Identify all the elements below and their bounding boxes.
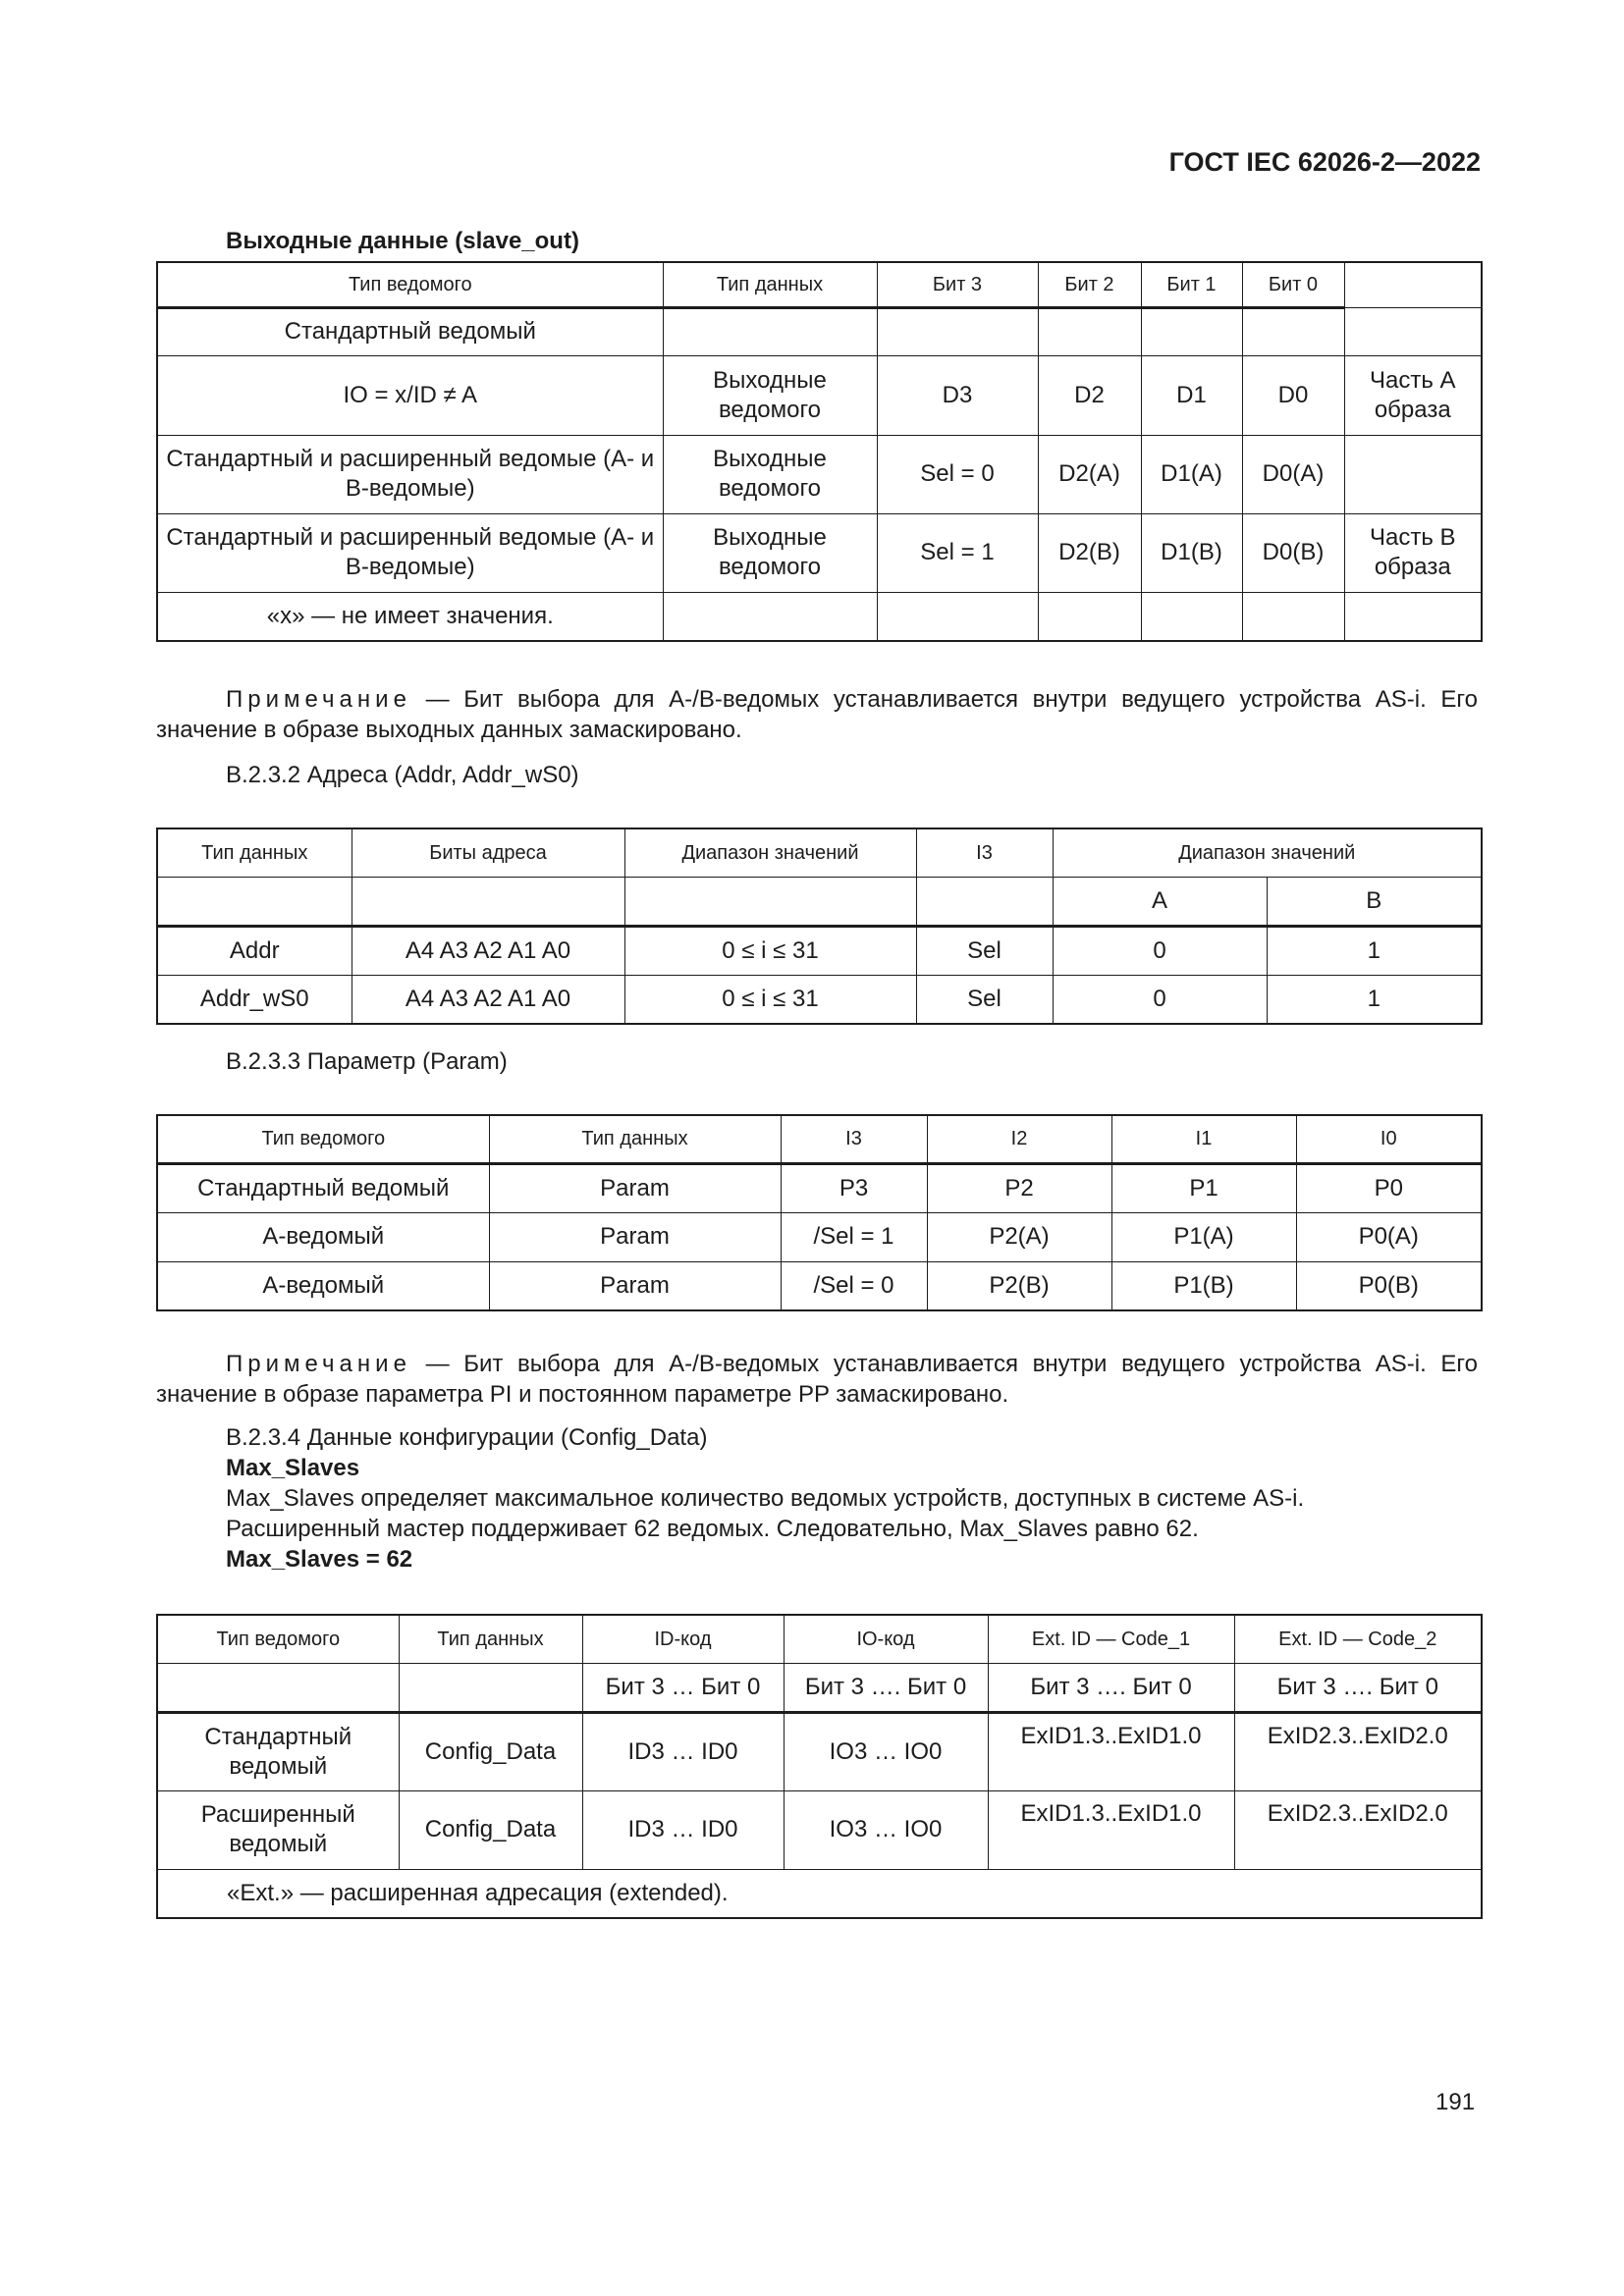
header-cell: Бит 3 xyxy=(877,262,1038,307)
table-cell: Стандартный ведомый xyxy=(157,1163,489,1212)
max-slaves-value: Max_Slaves = 62 xyxy=(226,1546,413,1573)
table-cell xyxy=(1242,307,1344,355)
table-row xyxy=(157,926,1482,975)
table-cell: IO = x/ID ≠ A xyxy=(157,355,663,435)
table-cell: A4 A3 A2 A1 A0 xyxy=(352,926,624,975)
table-cell: А-ведомый xyxy=(157,1212,489,1261)
table-row xyxy=(157,307,1482,355)
max-slaves-heading: Max_Slaves xyxy=(226,1455,360,1481)
table-cell: Sel = 1 xyxy=(877,513,1038,592)
table-cell: 0 ≤ i ≤ 31 xyxy=(624,975,916,1024)
table-cell: Расширенный ведомый xyxy=(157,1790,399,1869)
table-row xyxy=(157,975,1482,1024)
table-cell: 0 xyxy=(1053,975,1267,1024)
slave-out-table xyxy=(156,261,1483,642)
table-row xyxy=(157,513,1482,592)
table-row xyxy=(157,1212,1482,1261)
table-cell: Config_Data xyxy=(399,1712,582,1790)
table-cell: Addr xyxy=(157,926,352,975)
table-row xyxy=(157,1163,1482,1212)
subheader-cell: Бит 3 …. Бит 0 xyxy=(784,1663,988,1712)
header-cell: Бит 1 xyxy=(1141,262,1242,307)
table-cell: P1(A) xyxy=(1111,1212,1296,1261)
table-cell: IO3 … IO0 xyxy=(784,1712,988,1790)
header-cell: ID-код xyxy=(582,1615,784,1663)
header-cell: I1 xyxy=(1111,1115,1296,1163)
table-cell: D1(A) xyxy=(1141,435,1242,513)
table-cell: D1(B) xyxy=(1141,513,1242,592)
table-cell: P1(B) xyxy=(1111,1261,1296,1310)
table-row xyxy=(157,1261,1482,1310)
table-cell: P2(B) xyxy=(927,1261,1111,1310)
table-cell: P2(A) xyxy=(927,1212,1111,1261)
subheader-cell xyxy=(399,1663,582,1712)
table-footnote: «х» — не имеет значения. xyxy=(157,592,663,641)
header-cell: Диапазон значений xyxy=(624,828,916,877)
param-table xyxy=(156,1114,1483,1311)
table-cell: Выходные ведомого xyxy=(663,355,877,435)
table-cell: Стандартный ведомый xyxy=(157,1712,399,1790)
header-cell: Тип ведомого xyxy=(157,1615,399,1663)
table-cell: 1 xyxy=(1267,926,1482,975)
table-cell: А-ведомый xyxy=(157,1261,489,1310)
page-number: 191 xyxy=(1435,2089,1476,2115)
config-table xyxy=(156,1614,1483,1919)
header-cell: Тип данных xyxy=(157,828,352,877)
table-cell xyxy=(1141,592,1242,641)
document-header: ГОСТ IEC 62026-2—2022 xyxy=(1168,147,1481,177)
header-cell: Ext. ID — Code_1 xyxy=(988,1615,1234,1663)
table-cell: Часть А образа xyxy=(1344,355,1482,435)
table-row xyxy=(157,435,1482,513)
note-1 xyxy=(156,684,1478,745)
header-cell: Тип данных xyxy=(489,1115,781,1163)
table-cell: P2 xyxy=(927,1163,1111,1212)
table-cell xyxy=(916,877,1053,926)
table-cell: ExID2.3..ExID2.0 xyxy=(1234,1712,1482,1790)
table-cell: Param xyxy=(489,1163,781,1212)
table-cell: P0(A) xyxy=(1296,1212,1482,1261)
table-cell xyxy=(663,592,877,641)
header-cell: I2 xyxy=(927,1115,1111,1163)
table-footnote: «Ext.» — расширенная адресация (extended). xyxy=(157,1869,1482,1918)
table-cell: ExID2.3..ExID2.0 xyxy=(1234,1790,1482,1869)
header-cell: Тип ведомого xyxy=(157,1115,489,1163)
table-cell: Config_Data xyxy=(399,1790,582,1869)
table-cell: P1 xyxy=(1111,1163,1296,1212)
header-cell: I3 xyxy=(916,828,1053,877)
table-cell xyxy=(1344,592,1482,641)
table-cell: Выходные ведомого xyxy=(663,435,877,513)
note-text: — Бит выбора для А-/В-ведомых устанавливается внутри ведущего устройства AS-i. Его значение в образе выходных данных замаскировано. xyxy=(156,686,1478,743)
table-cell: P3 xyxy=(781,1163,927,1212)
table-cell: /Sel = 0 xyxy=(781,1261,927,1310)
table-cell: 1 xyxy=(1267,975,1482,1024)
addr-table xyxy=(156,828,1483,1025)
header-cell: Тип данных xyxy=(663,262,877,307)
table-cell: IO3 … IO0 xyxy=(784,1790,988,1869)
table-cell: P0(B) xyxy=(1296,1261,1482,1310)
table-cell: D2 xyxy=(1038,355,1141,435)
header-cell: Ext. ID — Code_2 xyxy=(1234,1615,1482,1663)
section-title-slave-out: Выходные данные (slave_out) xyxy=(226,228,579,254)
table-cell: 0 ≤ i ≤ 31 xyxy=(624,926,916,975)
table-cell xyxy=(157,877,352,926)
table-cell: D2(B) xyxy=(1038,513,1141,592)
subheader-cell: Бит 3 …. Бит 0 xyxy=(1234,1663,1482,1712)
table-cell xyxy=(1141,307,1242,355)
header-cell: Бит 2 xyxy=(1038,262,1141,307)
header-cell: Тип данных xyxy=(399,1615,582,1663)
note-text: — Бит выбора для А-/В-ведомых устанавливается внутри ведущего устройства AS-i. Его значение в образе параметра PI и постоянном параметре PP замаскировано. xyxy=(156,1351,1478,1408)
table-cell: Стандартный и расширенный ведомые (А- и В-ведомые) xyxy=(157,513,663,592)
table-cell: D2(A) xyxy=(1038,435,1141,513)
table-cell: ExID1.3..ExID1.0 xyxy=(988,1790,1234,1869)
header-cell: Бит 0 xyxy=(1242,262,1344,307)
table-cell: 0 xyxy=(1053,926,1267,975)
table-cell xyxy=(1038,307,1141,355)
note-2 xyxy=(156,1349,1478,1410)
max-slaves-desc-1: Max_Slaves определяет максимальное количество ведомых устройств, доступных в системе AS-i. xyxy=(226,1485,1305,1512)
table-row xyxy=(157,1712,1482,1790)
table-cell: Часть В образа xyxy=(1344,513,1482,592)
table-cell: D1 xyxy=(1141,355,1242,435)
table-cell: Addr_wS0 xyxy=(157,975,352,1024)
table-row xyxy=(157,592,1482,641)
subheader-cell: Бит 3 … Бит 0 xyxy=(582,1663,784,1712)
table-cell: D0(A) xyxy=(1242,435,1344,513)
table-cell: Выходные ведомого xyxy=(663,513,877,592)
table-cell: A4 A3 A2 A1 A0 xyxy=(352,975,624,1024)
section-title-addr: В.2.3.2 Адреса (Addr, Addr_wS0) xyxy=(226,762,579,788)
table-cell: /Sel = 1 xyxy=(781,1212,927,1261)
section-title-config: В.2.3.4 Данные конфигурации (Config_Data) xyxy=(226,1424,708,1451)
subheader-cell: A xyxy=(1053,877,1267,926)
subheader-cell: Бит 3 …. Бит 0 xyxy=(988,1663,1234,1712)
header-cell: IO-код xyxy=(784,1615,988,1663)
table-cell xyxy=(1344,435,1482,513)
table-cell xyxy=(1038,592,1141,641)
note-label: Примечание xyxy=(226,1351,411,1377)
table-row xyxy=(157,355,1482,435)
header-cell: I3 xyxy=(781,1115,927,1163)
subheader-cell: B xyxy=(1267,877,1482,926)
table-cell xyxy=(1242,592,1344,641)
table-cell: ID3 … ID0 xyxy=(582,1712,784,1790)
table-cell: Стандартный и расширенный ведомые (А- и В-ведомые) xyxy=(157,435,663,513)
table-cell xyxy=(1344,307,1482,355)
header-cell: I0 xyxy=(1296,1115,1482,1163)
table-cell: ExID1.3..ExID1.0 xyxy=(988,1712,1234,1790)
table-cell: D0 xyxy=(1242,355,1344,435)
table-cell: P0 xyxy=(1296,1163,1482,1212)
table-cell: Sel = 0 xyxy=(877,435,1038,513)
table-cell xyxy=(877,307,1038,355)
table-cell: D0(B) xyxy=(1242,513,1344,592)
table-cell xyxy=(352,877,624,926)
table-cell: Sel xyxy=(916,926,1053,975)
table-cell xyxy=(877,592,1038,641)
header-cell-empty xyxy=(1344,262,1482,307)
subheader-cell xyxy=(157,1663,399,1712)
table-cell xyxy=(624,877,916,926)
header-cell: Тип ведомого xyxy=(157,262,663,307)
table-cell: Param xyxy=(489,1261,781,1310)
table-cell: ID3 … ID0 xyxy=(582,1790,784,1869)
table-cell xyxy=(663,307,877,355)
max-slaves-desc-2: Расширенный мастер поддерживает 62 ведомых. Следовательно, Max_Slaves равно 62. xyxy=(226,1516,1199,1542)
table-cell: Param xyxy=(489,1212,781,1261)
table-cell: D3 xyxy=(877,355,1038,435)
table-cell: Sel xyxy=(916,975,1053,1024)
header-cell: Диапазон значений xyxy=(1053,828,1482,877)
table-cell: Стандартный ведомый xyxy=(157,307,663,355)
note-label: Примечание xyxy=(226,686,411,713)
table-row xyxy=(157,1790,1482,1869)
section-title-param: В.2.3.3 Параметр (Param) xyxy=(226,1048,508,1075)
header-cell: Биты адреса xyxy=(352,828,624,877)
